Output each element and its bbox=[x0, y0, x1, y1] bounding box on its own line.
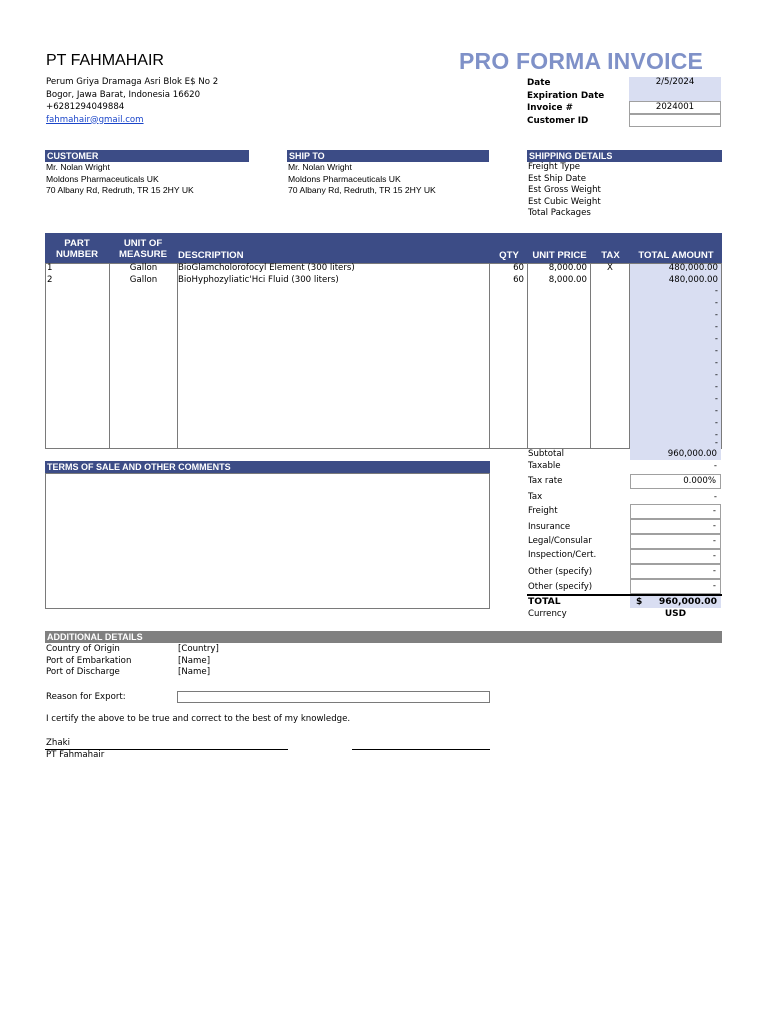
empty-row-total: - bbox=[714, 322, 718, 332]
discharge-value[interactable]: [Name] bbox=[178, 667, 211, 677]
currency-label: Currency bbox=[528, 609, 567, 619]
taxable-value: - bbox=[713, 461, 717, 471]
est-gross-weight-label: Est Gross Weight bbox=[528, 185, 601, 195]
origin-value[interactable]: [Country] bbox=[178, 644, 219, 654]
col-divider bbox=[489, 263, 490, 449]
est-cubic-weight-label: Est Cubic Weight bbox=[528, 196, 601, 207]
row-qty: 60 bbox=[513, 275, 524, 285]
ship-to-block bbox=[288, 162, 436, 197]
customer-block bbox=[46, 162, 194, 197]
col-unit-price: UNIT PRICE bbox=[532, 250, 587, 261]
expiration-label: Expiration Date bbox=[527, 90, 605, 101]
other-specify-value[interactable]: - bbox=[630, 579, 721, 594]
empty-row-total: - bbox=[714, 438, 718, 448]
est-ship-date-label: Est Ship Date bbox=[528, 173, 587, 184]
reason-for-export-input[interactable] bbox=[177, 691, 490, 703]
ship-to-company: Moldons Pharmaceuticals UK bbox=[288, 173, 401, 184]
row-tax: X bbox=[607, 263, 613, 273]
row-unit-price: 8,000.00 bbox=[548, 263, 587, 273]
ship-to-header: SHIP TO bbox=[287, 150, 489, 162]
col-part-number: PART NUMBER bbox=[55, 238, 99, 260]
col-description: DESCRIPTION bbox=[178, 250, 244, 261]
shipping-details-block bbox=[528, 162, 601, 220]
total-packages-label: Total Packages bbox=[528, 208, 591, 218]
customer-id-label: Customer ID bbox=[527, 115, 589, 126]
empty-row-total: - bbox=[714, 394, 718, 404]
customer-id-value[interactable] bbox=[629, 114, 721, 127]
row-unit: Gallon bbox=[129, 263, 158, 273]
row-part: 1 bbox=[47, 263, 53, 273]
shipping-details-header: SHIPPING DETAILS bbox=[527, 150, 722, 162]
subtotal-label: Subtotal bbox=[528, 449, 565, 459]
date-label: Date bbox=[527, 78, 551, 88]
other-specify-label: Other (specify) bbox=[528, 582, 593, 592]
insurance-label: Insurance bbox=[528, 522, 571, 532]
customer-address: 70 Albany Rd, Redruth, TR 15 2HY UK bbox=[46, 185, 194, 195]
subtotal-value: 960,000.00 bbox=[630, 448, 721, 460]
empty-row-total: - bbox=[714, 370, 718, 380]
empty-row-total: - bbox=[714, 334, 718, 344]
reason-for-export-label: Reason for Export: bbox=[46, 692, 126, 702]
customer-company: Moldons Pharmaceuticals UK bbox=[46, 173, 159, 184]
terms-header: TERMS OF SALE AND OTHER COMMENTS bbox=[45, 461, 490, 473]
col-divider bbox=[590, 263, 591, 449]
tax-label: Tax bbox=[528, 492, 543, 502]
freight-value[interactable]: - bbox=[630, 504, 721, 519]
empty-row-total: - bbox=[714, 346, 718, 356]
col-tax: TAX bbox=[601, 250, 620, 261]
invoice-meta-labels bbox=[527, 77, 604, 127]
empty-row-total: - bbox=[714, 382, 718, 392]
address-line-2: Bogor, Jawa Barat, Indonesia 16620 bbox=[46, 89, 201, 100]
taxable-label: Taxable bbox=[528, 461, 561, 471]
col-qty: QTY bbox=[499, 250, 519, 261]
ship-to-name: Mr. Nolan Wright bbox=[288, 162, 352, 172]
signer-name: Zhaki bbox=[46, 738, 70, 748]
invoice-number-label: Invoice # bbox=[527, 103, 573, 113]
embarkation-label: Port of Embarkation bbox=[46, 655, 132, 666]
company-name: PT FAHMAHAIR bbox=[46, 52, 164, 69]
terms-comments-box[interactable] bbox=[45, 473, 490, 609]
legal-consular-value[interactable]: - bbox=[630, 534, 721, 549]
ship-to-address: 70 Albany Rd, Redruth, TR 15 2HY UK bbox=[288, 185, 436, 195]
row-description: BioHyphozyliatic'Hci Fluid (300 liters) bbox=[178, 275, 339, 285]
empty-row-total: - bbox=[714, 406, 718, 416]
certification-statement: I certify the above to be true and correct to the best of my knowledge. bbox=[46, 714, 351, 724]
row-total: 480,000.00 bbox=[668, 275, 718, 285]
additional-details-labels bbox=[46, 644, 131, 679]
company-address bbox=[46, 76, 218, 126]
row-description: BioGlamcholorofocyl Element (300 liters) bbox=[178, 263, 355, 273]
col-divider bbox=[527, 263, 528, 449]
company-phone: +6281294049884 bbox=[46, 102, 125, 112]
discharge-label: Port of Discharge bbox=[46, 667, 120, 677]
company-email-link[interactable]: fahmahair@gmail.com bbox=[46, 114, 144, 125]
tax-value: - bbox=[713, 492, 717, 502]
tax-rate-value[interactable]: 0.000% bbox=[630, 474, 721, 489]
freight-label: Freight bbox=[528, 506, 558, 516]
row-unit: Gallon bbox=[129, 275, 158, 285]
origin-label: Country of Origin bbox=[46, 644, 120, 654]
additional-details-values bbox=[178, 644, 219, 679]
customer-header: CUSTOMER bbox=[45, 150, 249, 162]
col-total-amount: TOTAL AMOUNT bbox=[638, 250, 714, 261]
customer-name: Mr. Nolan Wright bbox=[46, 162, 110, 172]
other-specify-label: Other (specify) bbox=[528, 567, 593, 577]
col-divider bbox=[109, 263, 110, 449]
signer-company: PT Fahmahair bbox=[46, 750, 105, 760]
total-label: TOTAL bbox=[528, 596, 561, 607]
empty-row-total: - bbox=[714, 358, 718, 368]
row-unit-price: 8,000.00 bbox=[548, 275, 587, 285]
total-value-cell bbox=[630, 596, 721, 608]
empty-row-total: - bbox=[714, 286, 718, 296]
empty-row-total: - bbox=[714, 430, 718, 440]
tax-rate-label: Tax rate bbox=[528, 476, 563, 486]
address-line-1: Perum Griya Dramaga Asri Blok E$ No 2 bbox=[46, 77, 219, 87]
total-value: 960,000.00 bbox=[658, 596, 717, 607]
insurance-value[interactable]: - bbox=[630, 519, 721, 534]
empty-row-total: - bbox=[714, 298, 718, 308]
items-table-body bbox=[45, 263, 722, 449]
inspection-value[interactable]: - bbox=[630, 549, 721, 564]
col-divider bbox=[177, 263, 178, 449]
items-table-header bbox=[45, 233, 722, 263]
empty-row-total: - bbox=[714, 310, 718, 320]
freight-type-label: Freight Type bbox=[528, 162, 581, 172]
col-unit-of-measure: UNIT OF MEASURE bbox=[119, 238, 167, 260]
expiration-value[interactable] bbox=[629, 89, 721, 100]
date-value[interactable]: 2/5/2024 bbox=[629, 77, 721, 102]
invoice-number-value[interactable]: 2024001 bbox=[629, 101, 721, 114]
date-signature-line bbox=[352, 749, 490, 750]
legal-consular-label: Legal/Consular bbox=[528, 536, 592, 546]
row-total: 480,000.00 bbox=[668, 263, 718, 273]
other-specify-value[interactable]: - bbox=[630, 564, 721, 579]
total-currency-symbol: $ bbox=[636, 597, 643, 607]
document-title: PRO FORMA INVOICE bbox=[459, 48, 704, 74]
embarkation-value[interactable]: [Name] bbox=[178, 655, 211, 666]
currency-value: USD bbox=[664, 609, 687, 619]
inspection-label: Inspection/Cert. bbox=[528, 550, 597, 560]
additional-details-header: ADDITIONAL DETAILS bbox=[45, 631, 722, 643]
row-qty: 60 bbox=[513, 263, 524, 273]
empty-row-total: - bbox=[714, 418, 718, 428]
row-part: 2 bbox=[47, 275, 53, 285]
